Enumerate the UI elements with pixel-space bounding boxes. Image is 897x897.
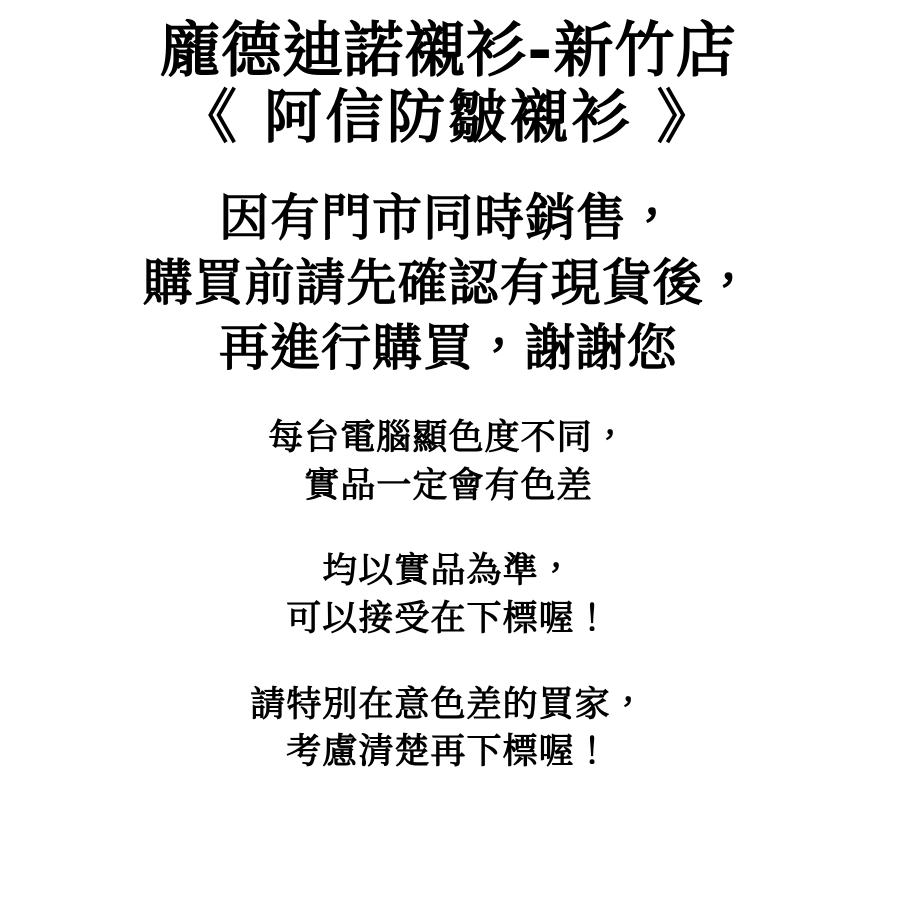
actual-product-line-2: 可以接受在下標喔！ xyxy=(286,598,611,639)
buyer-advice-line-1: 請特別在意色差的買家， xyxy=(250,684,647,725)
color-difference-line-1: 每台電腦顯色度不同， xyxy=(268,418,629,459)
store-name-line: 龐德迪諾襯衫-新竹店 xyxy=(160,16,737,86)
stock-notice-line-1: 因有門市同時銷售， xyxy=(219,189,678,248)
actual-product-notice xyxy=(20,548,877,643)
actual-product-line-1: 均以實品為準， xyxy=(322,551,575,592)
store-title xyxy=(20,18,877,150)
stock-notice xyxy=(20,186,877,381)
color-difference-notice xyxy=(20,415,877,510)
stock-notice-line-2: 購買前請先確認有現貨後， xyxy=(142,254,755,313)
product-name-line: 《 阿信防皺襯衫 》 xyxy=(178,83,719,152)
stock-notice-line-3: 再進行購買，謝謝您 xyxy=(219,319,678,378)
buyer-advice-notice xyxy=(20,682,877,777)
color-difference-line-2: 實品一定會有色差 xyxy=(304,465,593,506)
buyer-advice-line-2: 考慮清楚再下標喔！ xyxy=(286,732,611,773)
